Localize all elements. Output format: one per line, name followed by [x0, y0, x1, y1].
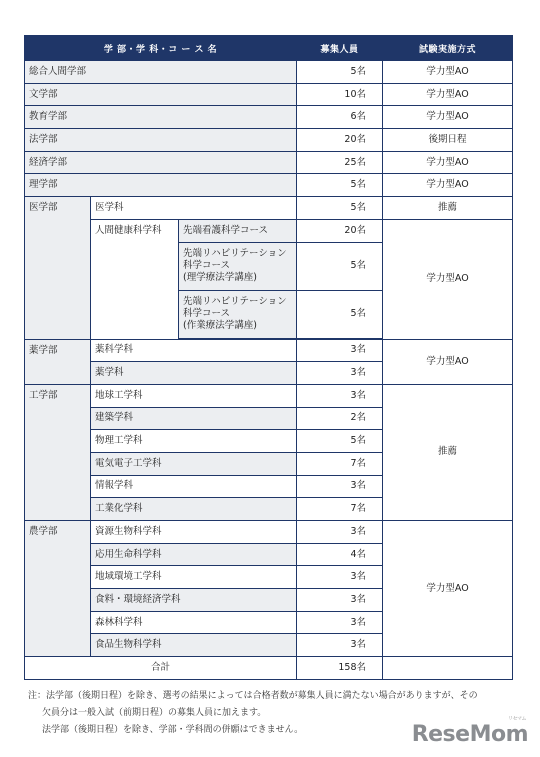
count-cell: 3名 — [297, 566, 383, 589]
total-count: 158名 — [297, 657, 383, 680]
count-cell: 3名 — [297, 634, 383, 657]
count-cell: 5名 — [297, 174, 383, 197]
table-row — [25, 106, 513, 129]
faculty-name: 経済学部 — [25, 151, 297, 174]
count-cell: 7名 — [297, 452, 383, 475]
dept-name: 応用生命科学科 — [91, 543, 297, 566]
dept-name: 人間健康科学科 — [91, 219, 179, 339]
method-cell: 学力型AO — [383, 61, 513, 84]
faculty-name: 薬学部 — [25, 339, 91, 384]
count-cell: 5名 — [297, 430, 383, 453]
dept-name: 森林科学科 — [91, 611, 297, 634]
course-line: 先端リハビリテーション — [183, 248, 287, 259]
faculty-name: 教育学部 — [25, 106, 297, 129]
method-cell: 推薦 — [383, 197, 513, 220]
count-cell: 3名 — [297, 339, 383, 362]
dept-name: 地球工学科 — [91, 384, 297, 407]
faculty-name: 工学部 — [25, 384, 91, 520]
header-course: 学 部・学 科・コ ー ス 名 — [25, 36, 297, 61]
dept-name: 食料・環境経済学科 — [91, 589, 297, 612]
count-cell: 5名 — [297, 61, 383, 84]
table-row — [25, 151, 513, 174]
course-name: 先端看護科学コース — [179, 219, 297, 242]
method-cell: 学力型AO — [383, 83, 513, 106]
note-line: 注：法学部（後期日程）を除き、選考の結果によっては合格者数が募集人員に満たない場合がありますが、その — [28, 691, 478, 701]
count-cell: 4名 — [297, 543, 383, 566]
dept-name: 薬学科 — [91, 362, 297, 385]
count-cell: 5名 — [297, 242, 383, 290]
total-label: 合計 — [25, 657, 297, 680]
course-line: 先端リハビリテーション — [183, 296, 287, 307]
dept-name: 薬科学科 — [91, 339, 297, 362]
count-cell: 3名 — [297, 384, 383, 407]
course-line: 科学コース — [183, 260, 231, 271]
total-method — [383, 657, 513, 680]
note-line: 欠員分は一般入試（前期日程）の募集人員に加えます。 — [42, 708, 267, 718]
dept-name: 電気電子工学科 — [91, 452, 297, 475]
dept-name: 医学科 — [91, 197, 297, 220]
count-cell: 3名 — [297, 611, 383, 634]
table-row — [25, 197, 513, 220]
course-line: (理学療法学講座) — [183, 272, 257, 283]
faculty-name: 総合人間学部 — [25, 61, 297, 84]
count-cell: 3名 — [297, 475, 383, 498]
course-line: 科学コース — [183, 308, 231, 319]
count-cell: 2名 — [297, 407, 383, 430]
method-cell: 学力型AO — [383, 339, 513, 384]
note-line: 法学部（後期日程）を除き、学部・学科間の併願はできません。 — [42, 725, 304, 735]
table-row — [25, 384, 513, 407]
dept-name: 地域環境工学科 — [91, 566, 297, 589]
method-cell: 学力型AO — [383, 521, 513, 657]
logo-ruby: リセマム — [508, 716, 526, 722]
count-cell: 20名 — [297, 219, 383, 242]
header-method: 試験実施方式 — [383, 36, 513, 61]
faculty-name: 農学部 — [25, 521, 91, 657]
table-row — [25, 339, 513, 362]
logo-text: ReseMom — [411, 722, 528, 747]
table-row — [25, 521, 513, 544]
method-cell: 後期日程 — [383, 129, 513, 152]
faculty-name: 法学部 — [25, 129, 297, 152]
header-count: 募集人員 — [297, 36, 383, 61]
table-row — [25, 219, 513, 242]
dept-name: 食品生物科学科 — [91, 634, 297, 657]
table-header-row — [25, 36, 513, 61]
dept-name: 工業化学科 — [91, 498, 297, 521]
method-cell: 学力型AO — [383, 174, 513, 197]
dept-name: 物理工学科 — [91, 430, 297, 453]
method-cell: 学力型AO — [383, 151, 513, 174]
course-name — [179, 290, 297, 338]
count-cell: 20名 — [297, 129, 383, 152]
count-cell: 3名 — [297, 362, 383, 385]
count-cell: 6名 — [297, 106, 383, 129]
count-cell: 7名 — [297, 498, 383, 521]
total-row — [25, 657, 513, 680]
method-cell: 学力型AO — [383, 219, 513, 339]
faculty-name: 医学部 — [25, 197, 91, 339]
table-row — [25, 174, 513, 197]
dept-name: 資源生物科学科 — [91, 521, 297, 544]
method-cell: 学力型AO — [383, 106, 513, 129]
count-cell: 10名 — [297, 83, 383, 106]
count-cell: 3名 — [297, 589, 383, 612]
resemom-logo — [411, 716, 528, 747]
table-row — [25, 129, 513, 152]
count-cell: 3名 — [297, 521, 383, 544]
count-cell: 5名 — [297, 290, 383, 338]
table-row — [25, 61, 513, 84]
method-cell: 推薦 — [383, 384, 513, 520]
faculty-name: 文学部 — [25, 83, 297, 106]
count-cell: 25名 — [297, 151, 383, 174]
dept-name: 情報学科 — [91, 475, 297, 498]
table-row — [25, 83, 513, 106]
faculty-name: 理学部 — [25, 174, 297, 197]
count-cell: 5名 — [297, 197, 383, 220]
course-line: (作業療法学講座) — [183, 320, 257, 331]
dept-name: 建築学科 — [91, 407, 297, 430]
admissions-table — [24, 35, 513, 680]
course-name — [179, 242, 297, 290]
